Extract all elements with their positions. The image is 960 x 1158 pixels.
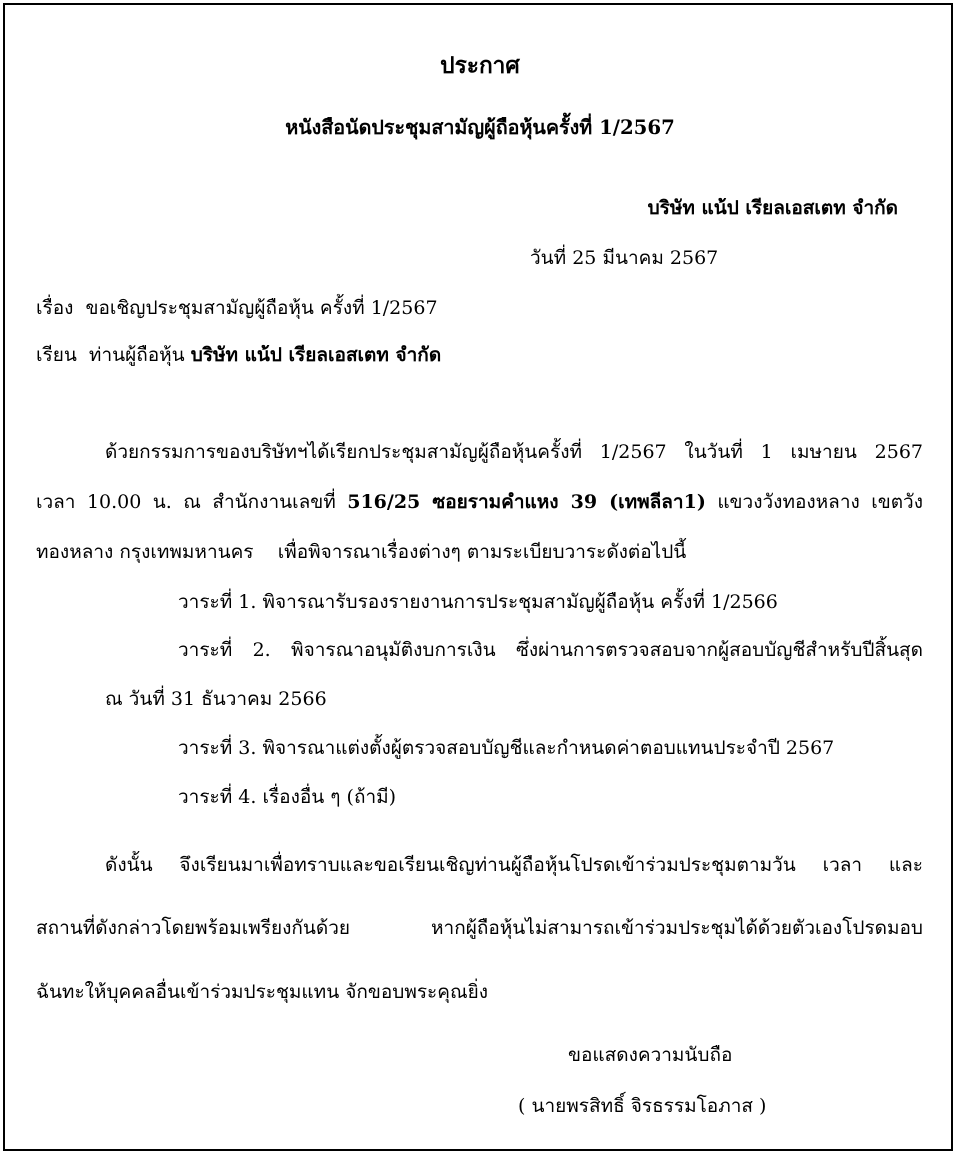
agenda-item-2-line-1: วาระที่ 2. พิจารณาอนุมัติงบการเงิน ซึ่งผ่านการตรวจสอบจากผู้สอบบัญชีสำหรับปีสิ้นสุด	[178, 639, 923, 661]
signer-name: ( นายพรสิทธิ์ จิรธรรมโอภาส )	[518, 1095, 767, 1117]
agenda-intro: เพื่อพิจารณาเรื่องต่างๆ ตามระเบียบวาระดังต่อไปนี้	[277, 541, 687, 563]
closing-regards: ขอแสดงความนับถือ	[568, 1044, 733, 1066]
paragraph-2-line-2: สถานที่ดังกล่าวโดยพร้อมเพรียงกันด้วย หากผู้ถือหุ้นไม่สามารถเข้าร่วมประชุมได้ด้วยตัวเองโปรดมอบ	[36, 917, 923, 939]
document-date: วันที่ 25 มีนาคม 2567	[530, 247, 719, 269]
company-name: บริษัท แน้ป เรียลเอสเตท จำกัด	[647, 197, 898, 219]
recipient-label: เรียน	[36, 344, 77, 366]
recipient-line	[36, 343, 441, 367]
paragraph-1-line-2	[36, 490, 923, 514]
subject-text: ขอเชิญประชุมสามัญผู้ถือหุ้น ครั้งที่ 1/2567	[85, 297, 438, 319]
agenda-item-3: วาระที่ 3. พิจารณาแต่งตั้งผู้ตรวจสอบบัญชีและกำหนดค่าตอบแทนประจำปี 2567	[178, 737, 835, 759]
subject-line	[36, 296, 438, 320]
paragraph-1-line-1: ด้วยกรรมการของบริษัทฯได้เรียกประชุมสามัญผู้ถือหุ้นครั้งที่ 1/2567 ในวันที่ 1 เมษายน 2567	[105, 441, 923, 463]
announcement-title: ประกาศ	[440, 53, 520, 79]
paragraph-2-line-3: ฉันทะให้บุคคลอื่นเข้าร่วมประชุมแทน จักขอบพระคุณยิ่ง	[36, 981, 489, 1003]
agenda-item-1: วาระที่ 1. พิจารณารับรองรายงานการประชุมสามัญผู้ถือหุ้น ครั้งที่ 1/2566	[178, 591, 778, 613]
paragraph-1-line-3	[36, 540, 686, 564]
meeting-province: ทองหลาง กรุงเทพมหานคร	[36, 541, 254, 563]
meeting-time-location: เวลา 10.00 น. ณ สำนักงานเลขที่	[36, 491, 336, 513]
agenda-item-2-line-2: ณ วันที่ 31 ธันวาคม 2566	[105, 688, 327, 710]
meeting-district: แขวงวังทองหลาง เขตวัง	[717, 491, 924, 513]
agenda-item-4: วาระที่ 4. เรื่องอื่น ๆ (ถ้ามี)	[178, 786, 397, 808]
meeting-address: 516/25 ซอยรามคำแหง 39 (เทพลีลา1)	[347, 491, 706, 513]
meeting-notice-subtitle: หนังสือนัดประชุมสามัญผู้ถือหุ้นครั้งที่ 1/2567	[285, 116, 675, 139]
recipient-company: บริษัท แน้ป เรียลเอสเตท จำกัด	[190, 344, 442, 366]
subject-label: เรื่อง	[36, 297, 74, 319]
document-frame	[3, 3, 953, 1151]
recipient-text: ท่านผู้ถือหุ้น	[88, 344, 185, 366]
paragraph-2-line-1: ดังนั้น จึงเรียนมาเพื่อทราบและขอเรียนเชิญท่านผู้ถือหุ้นโปรดเข้าร่วมประชุมตามวัน เวลา และ	[105, 854, 923, 876]
